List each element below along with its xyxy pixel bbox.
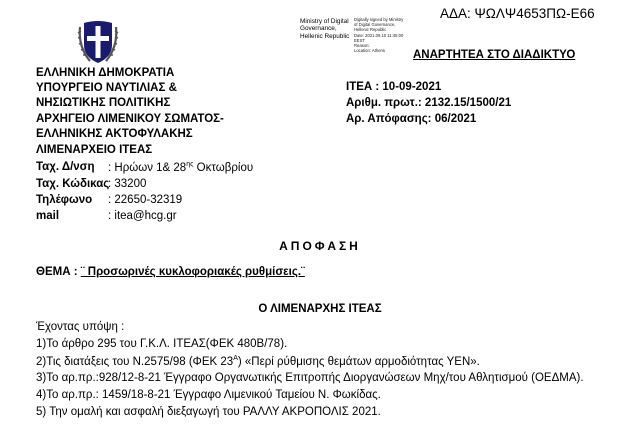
header-line: ΥΠΟΥΡΓΕΙΟ ΝΑΥΤΙΛΙΑΣ & — [36, 82, 177, 94]
list-item-text: 4)Το αρ.πρ.: 1459/18-8-21 Έγγραφο Λιμενικού Ταμείου Ν. Φωκίδας. — [36, 389, 381, 401]
reference-date: ΙΤΕΑ : 10-09-2021 — [346, 81, 442, 93]
address-suffix: ης — [186, 161, 194, 168]
list-item-text: 2)Τις διατάξεις του Ν.2575/98 (ΦΕΚ 23 — [36, 355, 234, 368]
address-tail: Οκτωβρίου — [193, 161, 254, 174]
phone-label: Τηλέφωνο — [36, 194, 93, 206]
considering-heading: Έχοντας υπόψη : — [36, 321, 125, 333]
address-label: Ταχ. Δ/νση — [36, 161, 95, 173]
header-line: ΑΡΧΗΓΕΙΟ ΛΙΜΕΝΙΚΟΥ ΣΩΜΑΤΟΣ- — [36, 113, 224, 125]
postal-code-label: Ταχ. Κώδικας — [36, 178, 110, 190]
list-item-sup: Α — [233, 355, 238, 362]
reference-decision: Αρ. Απόφασης: 06/2021 — [346, 113, 477, 125]
signature-detail-line: EEST — [354, 37, 365, 43]
reference-protocol: Αριθμ. πρωτ.: 2132.15/1500/21 — [346, 97, 512, 109]
header-line: ΕΛΛΗΝΙΚΗ ΔΗΜΟΚΡΑΤΙΑ — [36, 67, 175, 79]
signature-detail-line: Reason: — [354, 43, 370, 49]
list-item — [36, 372, 584, 384]
subject-text: ¨ Προσωρινές κυκλοφοριακές ρυθμίσεις.¨ — [80, 266, 305, 278]
list-item — [36, 389, 381, 401]
list-item-text: 1)Το άρθρο 295 του Γ.Κ.Λ. ΙΤΕΑΣ(ΦΕΚ 480Β/78). — [36, 338, 288, 350]
signature-detail-line: of Digital Governance, — [354, 22, 396, 28]
signature-name-line: Hellenic Republic — [300, 32, 350, 40]
signature-detail-line: Location: Athens — [354, 48, 385, 54]
mail-value[interactable]: : itea@hcg.gr — [108, 210, 177, 222]
subject-line — [36, 266, 305, 278]
signature-signer — [300, 18, 352, 40]
list-item — [36, 355, 480, 368]
signature-name-line: Ministry of Digital — [300, 18, 349, 25]
address-text: : Ηρώων 1& 28 — [108, 161, 187, 174]
address-value — [108, 161, 253, 174]
harbor-master-heading: Ο ΛΙΜΕΝΑΡΧΗΣ ΙΤΕΑΣ — [258, 303, 382, 315]
document-title: ΑΠΟΦΑΣΗ — [279, 239, 361, 253]
signature-details — [354, 17, 424, 53]
list-item-text: 5) Την ομαλή και ασφαλή διεξαγωγή του ΡΑΛΛΥ ΑΚΡΟΠΟΛΙΣ 2021. — [36, 406, 381, 418]
header-line: ΛΙΜΕΝΑΡΧΕΙΟ ΙΤΕΑΣ — [36, 144, 153, 156]
header-line: ΕΛΛΗΝΙΚΗΣ ΑΚΤΟΦΥΛΑΚΗΣ — [36, 128, 193, 140]
ada-code: ΑΔΑ: ΨΩΛΨ4653ΠΩ-Ε66 — [440, 6, 595, 21]
phone-value: : 22650-32319 — [108, 194, 183, 206]
greek-coat-of-arms-icon — [76, 17, 120, 67]
list-item-text: 3)Το αρ.πρ.:928/12-8-21 Έγγραφο Οργανωτικής Επιτροπής Διοργανώσεων Μηχ/του Αθλητισμού (ΟΕΔΜΑ). — [36, 372, 584, 384]
signature-name-line: Governance, — [300, 25, 337, 33]
list-item-tail: ) «Περί ρύθμισης θεμάτων αρμοδιότητας ΥΕΝ». — [237, 355, 480, 368]
postal-code-value: : 33200 — [108, 178, 147, 190]
signature-detail-line: Hellenic Republic — [354, 27, 387, 33]
list-item — [36, 338, 287, 350]
signature-detail-line: Date: 2021.09.10 11:45:00 — [354, 32, 404, 38]
internet-post-notice: ΑΝΑΡΤΗΤΕΑ ΣΤΟ ΔΙΑΔΙΚΤΥΟ — [413, 49, 576, 61]
mail-label: mail — [36, 210, 60, 222]
header-line: ΝΗΣΙΩΤΙΚΗΣ ΠΟΛΙΤΙΚΗΣ — [36, 97, 171, 109]
subject-label: ΘΕΜΑ : — [36, 266, 81, 278]
list-item — [36, 406, 381, 418]
signature-detail-line: Digitally signed by Ministry — [354, 17, 404, 22]
